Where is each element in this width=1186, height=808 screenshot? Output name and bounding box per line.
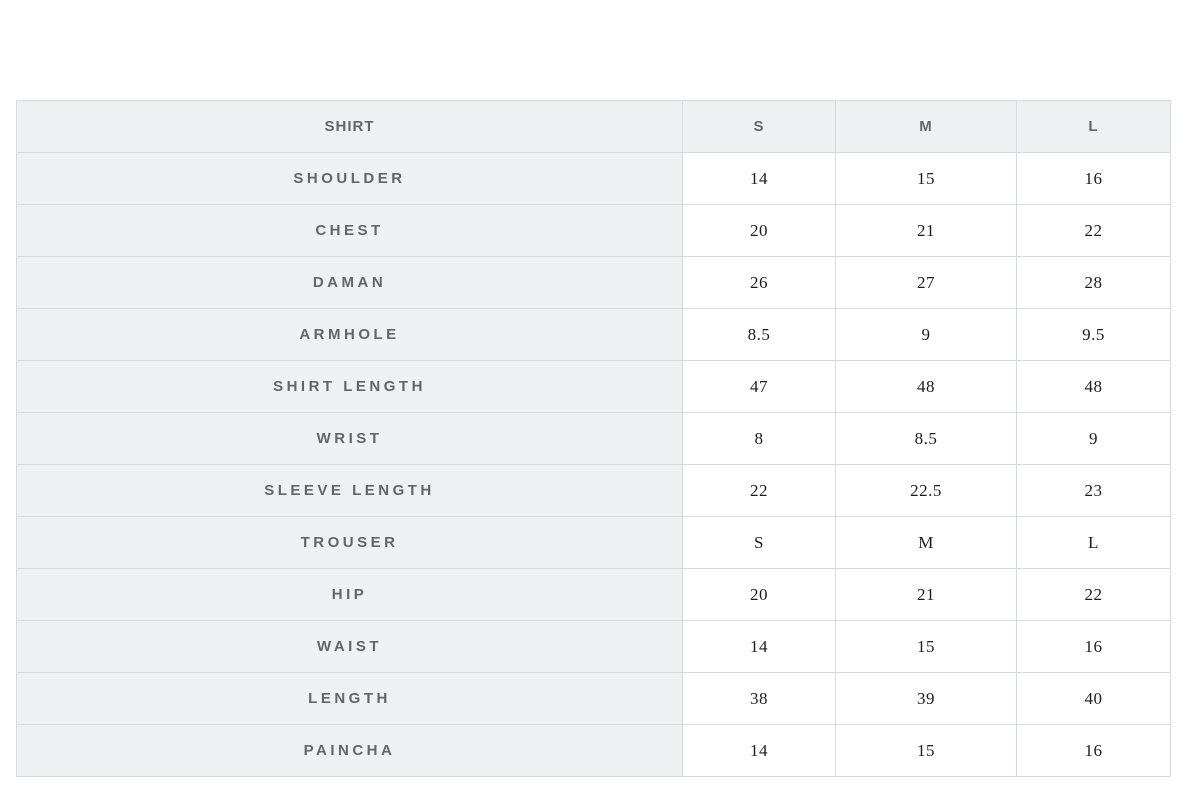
value-size-m: 8.5	[836, 413, 1017, 465]
table-row	[17, 621, 1171, 673]
table-row	[17, 413, 1171, 465]
value-size-l: 16	[1017, 153, 1171, 205]
value-size-l: 22	[1017, 205, 1171, 257]
value-size-s: 8	[683, 413, 836, 465]
row-label: PAINCHA	[17, 725, 683, 777]
table-row	[17, 205, 1171, 257]
row-label: CHEST	[17, 205, 683, 257]
table-row	[17, 569, 1171, 621]
row-label: ARMHOLE	[17, 309, 683, 361]
value-size-l: 16	[1017, 621, 1171, 673]
value-size-s: 14	[683, 725, 836, 777]
value-size-m: 21	[836, 569, 1017, 621]
value-size-m: 27	[836, 257, 1017, 309]
size-chart	[16, 100, 1170, 777]
value-size-l: 28	[1017, 257, 1171, 309]
value-size-m: 21	[836, 205, 1017, 257]
value-size-l: 9.5	[1017, 309, 1171, 361]
value-size-s: 14	[683, 153, 836, 205]
value-size-l: 22	[1017, 569, 1171, 621]
row-label: WRIST	[17, 413, 683, 465]
value-size-m: 9	[836, 309, 1017, 361]
table-row	[17, 465, 1171, 517]
table-row	[17, 725, 1171, 777]
table-row	[17, 309, 1171, 361]
table-row	[17, 153, 1171, 205]
value-size-m: 15	[836, 725, 1017, 777]
value-size-s: 26	[683, 257, 836, 309]
value-size-m: M	[836, 517, 1017, 569]
header-size-s: S	[683, 101, 836, 153]
row-label: SHOULDER	[17, 153, 683, 205]
value-size-s: 20	[683, 205, 836, 257]
value-size-l: 23	[1017, 465, 1171, 517]
value-size-s: 22	[683, 465, 836, 517]
value-size-m: 22.5	[836, 465, 1017, 517]
value-size-s: 8.5	[683, 309, 836, 361]
value-size-m: 39	[836, 673, 1017, 725]
value-size-l: 16	[1017, 725, 1171, 777]
table-row	[17, 257, 1171, 309]
row-label: HIP	[17, 569, 683, 621]
header-shirt: SHIRT	[17, 101, 683, 153]
value-size-s: 47	[683, 361, 836, 413]
value-size-m: 15	[836, 621, 1017, 673]
value-size-m: 15	[836, 153, 1017, 205]
row-label: LENGTH	[17, 673, 683, 725]
value-size-s: S	[683, 517, 836, 569]
header-size-l: L	[1017, 101, 1171, 153]
size-table-body	[17, 101, 1171, 777]
table-row	[17, 673, 1171, 725]
value-size-m: 48	[836, 361, 1017, 413]
row-label: SLEEVE LENGTH	[17, 465, 683, 517]
value-size-l: L	[1017, 517, 1171, 569]
value-size-l: 48	[1017, 361, 1171, 413]
table-row	[17, 517, 1171, 569]
row-label: WAIST	[17, 621, 683, 673]
size-chart-table	[16, 100, 1171, 777]
value-size-s: 38	[683, 673, 836, 725]
row-label: DAMAN	[17, 257, 683, 309]
table-row	[17, 361, 1171, 413]
row-label: TROUSER	[17, 517, 683, 569]
value-size-l: 40	[1017, 673, 1171, 725]
value-size-s: 14	[683, 621, 836, 673]
value-size-s: 20	[683, 569, 836, 621]
row-label: SHIRT LENGTH	[17, 361, 683, 413]
value-size-l: 9	[1017, 413, 1171, 465]
header-size-m: M	[836, 101, 1017, 153]
header-row	[17, 101, 1171, 153]
